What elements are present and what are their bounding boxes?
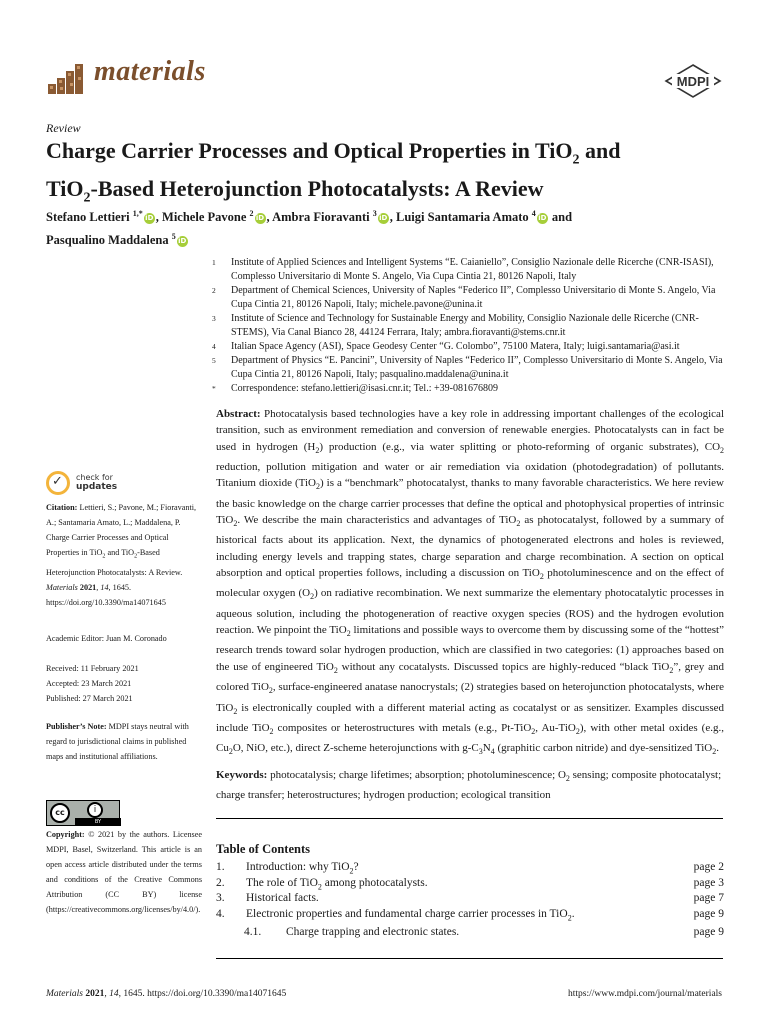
published-date: Published: 27 March 2021 <box>46 694 133 704</box>
orcid-icon[interactable]: iD <box>538 214 547 223</box>
author-name[interactable]: Luigi Santamaria Amato <box>396 210 529 225</box>
divider <box>216 958 723 959</box>
article-title: Charge Carrier Processes and Optical Properties in TiO$_2$ and TiO$_2$-Based Heterojunction Photocatalysts: A Review <box>46 138 621 206</box>
person-icon: i <box>87 802 103 818</box>
author-list: Stefano Lettieri $^{1,*}$iD , Michele Pavone $^2$iD , Ambra Fioravanti $^3$iD , Luigi Santamaria Amato $^4$iD and Pasqualino Maddalena $^5$iD <box>46 209 573 248</box>
footer-journal-url[interactable]: https://www.mdpi.com/journal/materials <box>568 989 722 999</box>
table-of-contents <box>216 861 724 942</box>
accepted-date: Accepted: 23 March 2021 <box>46 679 132 689</box>
toc-title: Table of Contents <box>216 842 310 856</box>
mdpi-logo-icon[interactable] <box>664 64 722 98</box>
cc-icon: cc <box>50 803 70 823</box>
correspondence: * Correspondence: stefano.lettieri@isasi.cnr.it; Tel.: +39-081676809 <box>212 383 498 394</box>
abstract-label: Abstract: <box>216 408 261 420</box>
affiliation-item: 5 Department of Physics “E. Pancini”, University of Naples “Federico II”, Complesso Universitario di Monte S. Angelo, Via Cupa Cintia 21, 80126 Napoli, Italy; pasqualino.maddalena@unina.it <box>212 355 723 380</box>
journal-name[interactable]: materials <box>94 56 206 87</box>
publisher-name: MDPI <box>676 74 710 89</box>
cc-by-license-badge[interactable]: cc i BY <box>46 800 120 826</box>
received-date: Received: 11 February 2021 <box>46 664 139 673</box>
author-name[interactable]: Pasqualino Maddalena <box>46 233 169 248</box>
keywords: Keywords: photocatalysis; charge lifetimes; absorption; photoluminescence; $O_2$ sensing; composite photocatalyst; charge transfer; heterostructures; hydrogen production; ecological transition <box>216 769 722 802</box>
abstract: Abstract: Photocatalysis based technologies have a key role in addressing important challenges of the ecological transition, such as environment remediation and conversion of renewable energies. Photocatalysts can in fact be used in hydrogen $(H_2)$ production (e.g., via water splitting or photo-reforming of organic substrates), $CO_2$ reduction, pollution mitigation and water or air remediation via oxidation (photodegradation) of pollutants. Titanium dioxide (TiO$_2$) is a “benchmark” photocatalyst, thanks to many favorable characteristics. We here review the basic knowledge on the charge carrier processes that define the optical and photophysical properties of intrinsic TiO$_2$. We describe the main characteristics and advantages of TiO$_2$ as photocatalyst, followed by a summary of historical facts about its application. Next, the dynamics of photogenerated electrons and holes is reviewed, including energy levels and trapping states, charge separation and charge recombination. A section on optical absorption and optical properties follows, including a discussion on TiO$_2$ photoluminescence and on the effect of molecular oxygen $(O_2)$ on radiative recombination. We next summarize the elementary photocatalytic processes in aqueous solution, including the photogeneration of reactive oxygen species (ROS) and the hydrogen evolution reaction. We pinpoint the TiO$_2$ limitations and possible ways to overcome them by discussing some of the “hottest” research trends toward solar hydrogen production, which are classified in two categories: (1) approaches based on the use of engineered TiO$_2$ without any cocatalysts. Discussed topics are highly-reduced “black TiO$_2$”, grey and colored TiO$_2$, surface-engineered anatase nanocrystals; (2) strategies based on heterojunction photocatalysts, where TiO$_2$ is electronically coupled with a different material acting as cocatalyst or as sensitizer. Examples discussed include TiO$_2$ composites or heterostructures with metals (e.g., Pt-TiO$_2$, Au-TiO$_2$), with other metal oxides (e.g., $Cu_2O$, NiO, etc.), direct Z-scheme heterojunctions with $g-C_3N_4$ (graphitic carbon nitride) and dye-sensitized TiO$_2$. <box>216 408 725 757</box>
orcid-icon[interactable]: iD <box>178 237 187 246</box>
orcid-icon[interactable]: iD <box>379 214 388 223</box>
toc-item[interactable]: 3. Historical facts. page 7 <box>216 892 724 904</box>
footer-doi-link[interactable]: , 1645. https://doi.org/10.3390/ma14071645 <box>118 989 287 999</box>
academic-editor: Academic Editor: Juan M. Coronado <box>46 634 167 643</box>
affiliation-item: 3 Institute of Science and Technology for Sustainable Energy and Mobility, Consiglio Nazionale delle Ricerche (CNR-STEMS), Via Canal Bianco 28, 44124 Ferrara, Italy; ambra.fioravanti@stems.cnr.it <box>212 313 699 338</box>
keywords-label: Keywords: <box>216 769 268 781</box>
citation-block: Citation: Lettieri, S.; Pavone, M.; Fioravanti, A.; Santamaria Amato, L.; Maddalena, P. Charge Carrier Processes and Optical Properties in TiO$_2$ and TiO$_2$-Based Heterojunction Photocatalysts: A Review. Materials 2021, 14, 1645. https://doi.org/10.3390/ma14071645 <box>46 503 197 608</box>
history-dates <box>46 661 202 706</box>
divider <box>216 818 723 819</box>
affiliation-item: 4 Italian Space Agency (ASI), Space Geodesy Center “G. Colombo”, 75100 Matera, Italy; luigi.santamaria@asi.it <box>212 341 680 352</box>
article-type: Review <box>46 121 81 135</box>
orcid-icon[interactable]: iD <box>145 214 154 223</box>
affiliation-item: 1 Institute of Applied Sciences and Intelligent Systems “E. Caianiello”, Consiglio Nazionale delle Ricerche (CNR-ISASI), Complesso Universitario di Monte S. Angelo, Via Cupa Cintia 21, 80126 Napoli, Italy <box>212 257 714 282</box>
check-for-updates-button[interactable]: ✓ check for updates <box>46 471 166 497</box>
toc-item[interactable]: 1. Introduction: why TiO$_2$? page 2 <box>216 861 724 876</box>
toc-item[interactable]: 4. Electronic properties and fundamental charge carrier processes in TiO$_2$. page 9 <box>216 907 724 922</box>
citation-doi-link[interactable]: , 1645. https://doi.org/10.3390/ma14071645 <box>46 583 166 608</box>
author-name[interactable]: Michele Pavone <box>162 210 247 225</box>
publisher-note: Publisher’s Note: MDPI stays neutral with regard to jurisdictional claims in published maps and institutional affiliations. <box>46 722 189 762</box>
author-name[interactable]: Ambra Fioravanti <box>272 210 370 225</box>
orcid-icon[interactable]: iD <box>255 214 265 223</box>
footer-citation: Materials 2021, 14, 1645. https://doi.org/10.3390/ma14071645 <box>46 989 287 999</box>
author-name[interactable]: Stefano Lettieri <box>46 210 130 225</box>
affiliations <box>212 256 727 396</box>
copyright-notice: Copyright: © 2021 by the authors. Licensee MDPI, Basel, Switzerland. This article is an open access article distributed under the terms and conditions of the Creative Commons Attribution (CC BY) license (https://creativecommons.org/licenses/by/4.0/). <box>46 830 202 915</box>
checkmark-icon: ✓ <box>52 474 63 489</box>
affiliation-item: 2 Department of Chemical Sciences, University of Naples “Federico II”, Complesso Universitario di Monte S. Angelo, Via Cupa Cintia 21, 80126 Napoli, Italy; michele.pavone@unina.it <box>212 285 716 310</box>
toc-item[interactable]: 2. The role of TiO$_2$ among photocatalysts. page 3 <box>216 876 724 891</box>
toc-subitem[interactable]: 4.1. Charge trapping and electronic states. page 9 <box>244 926 724 938</box>
journal-logo-icon <box>46 58 88 96</box>
